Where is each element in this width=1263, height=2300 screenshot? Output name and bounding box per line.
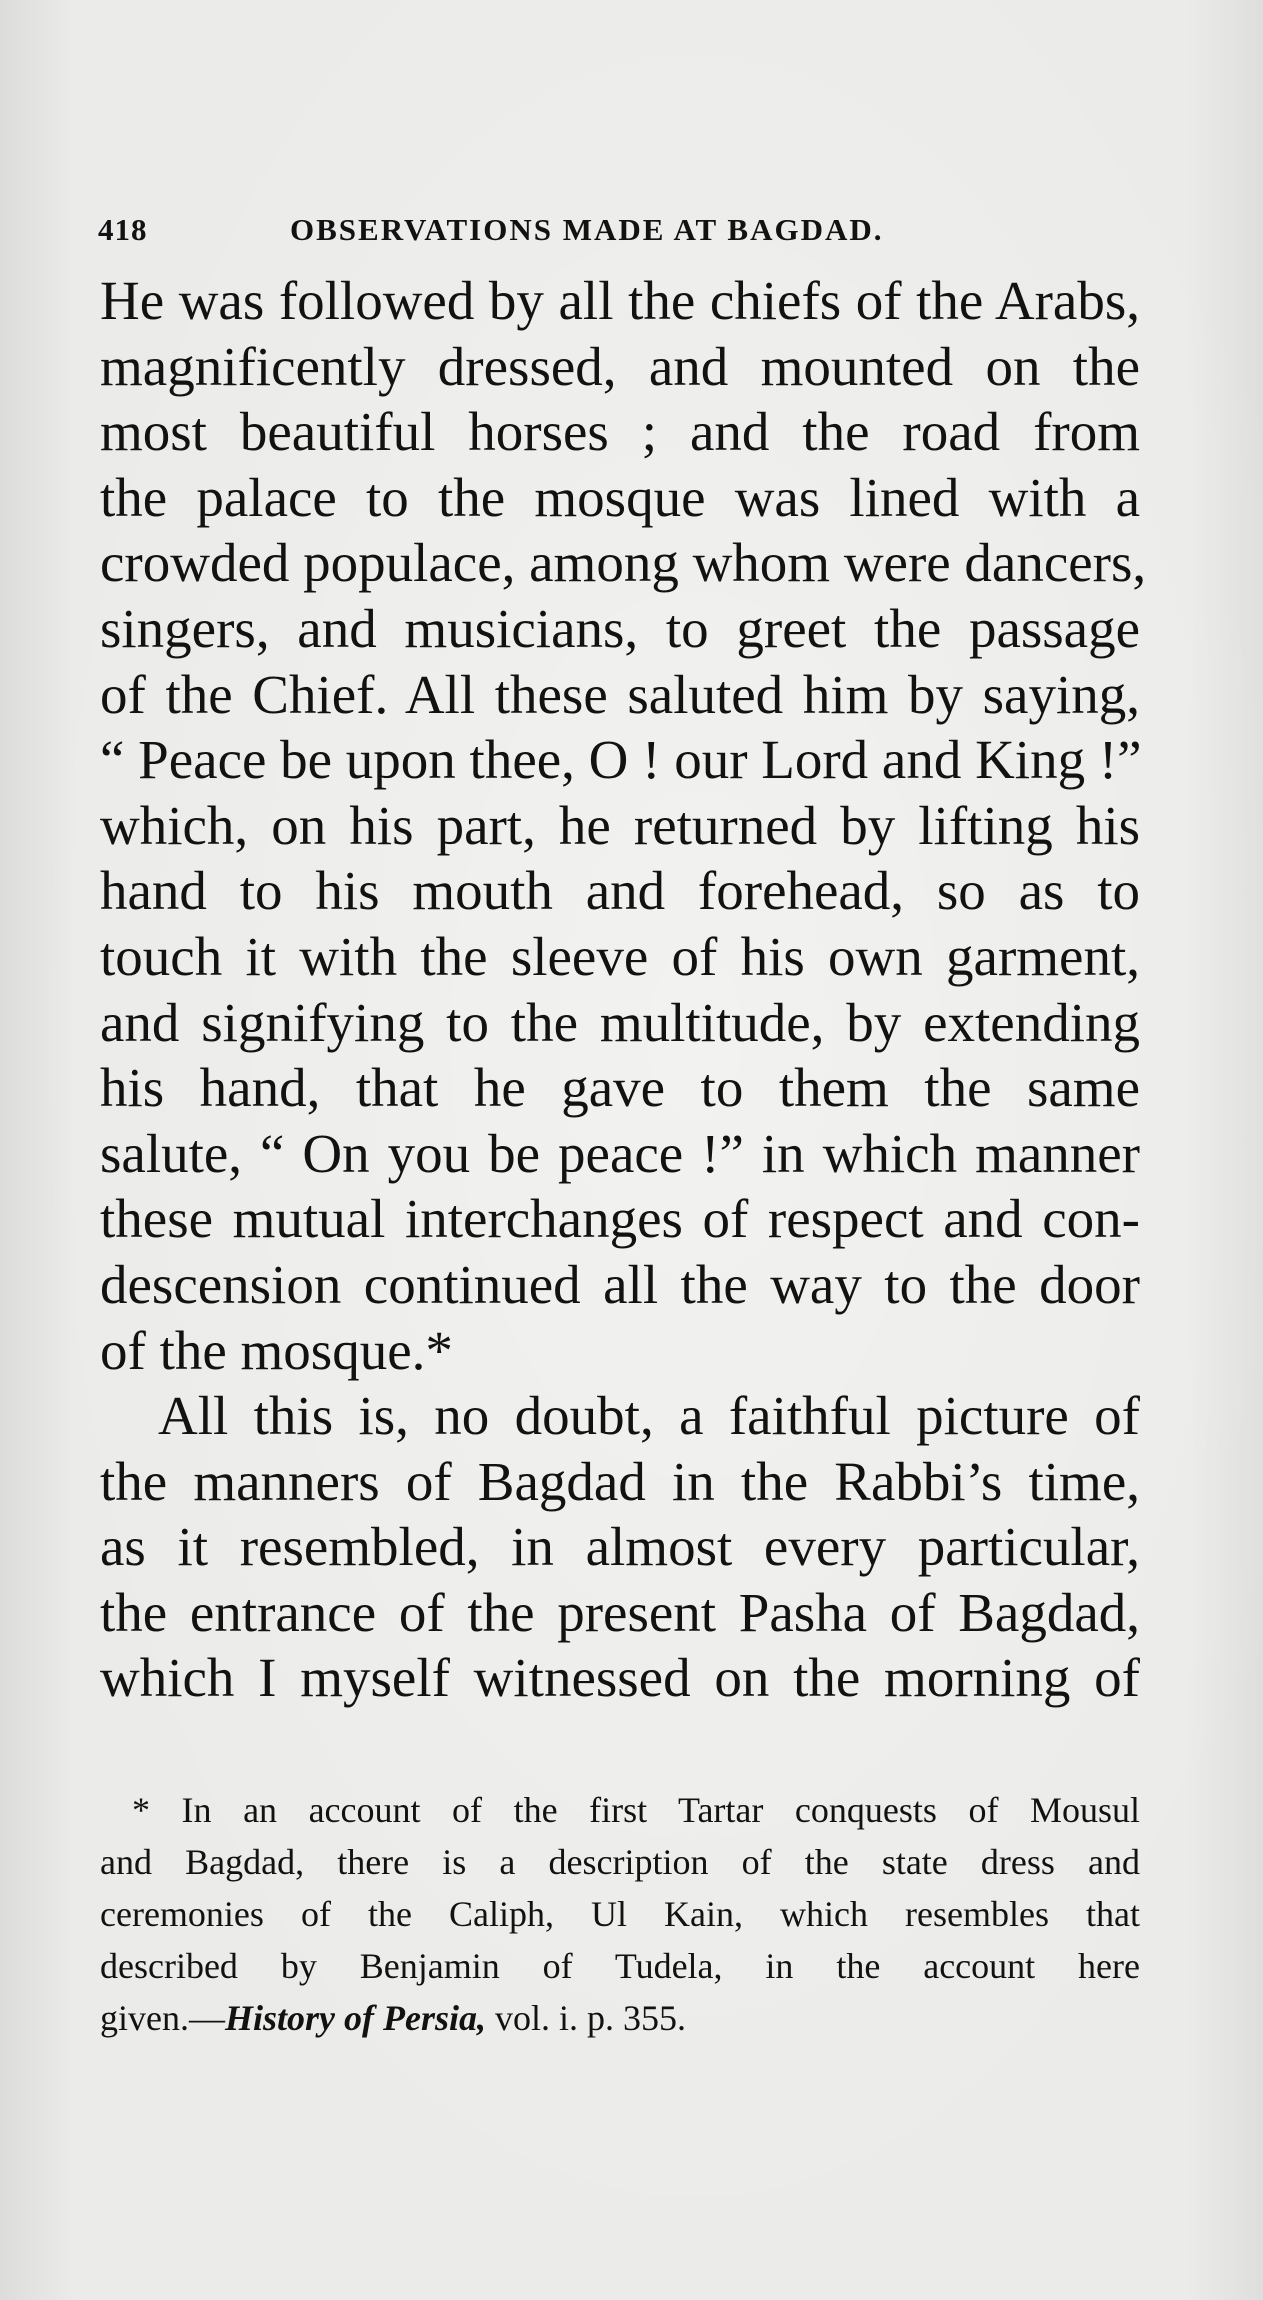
footnote-line: described by Benjamin of Tudela, in the account here xyxy=(100,1946,1140,1986)
text-line: of the mosque.* xyxy=(100,1319,453,1381)
text-line: and signifying to the multitude, by extending xyxy=(100,991,1140,1053)
paragraph-start-line: All this is, no doubt, a faithful picture of xyxy=(158,1385,1140,1447)
text-line: the entrance of the present Pasha of Bagdad, xyxy=(100,1581,1140,1643)
footnote-citation-line xyxy=(100,1992,1140,2044)
text-line: hand to his mouth and forehead, so as to xyxy=(100,860,1140,922)
page-number: 418 xyxy=(98,212,148,247)
footnote-line: and Bagdad, there is a description of the state dress and xyxy=(100,1842,1140,1882)
text-line: singers, and musicians, to greet the passage xyxy=(100,597,1140,659)
text-line: magnificently dressed, and mounted on the xyxy=(100,335,1140,397)
body-text xyxy=(100,268,1147,1711)
footnote-source-title: History of Persia, xyxy=(224,1998,486,2038)
footnote xyxy=(100,1784,1140,2044)
footnote-reference: vol. i. p. 355. xyxy=(485,1998,686,2038)
text-line: which, on his part, he returned by lifting his xyxy=(100,794,1140,856)
text-line: the manners of Bagdad in the Rabbi’s time, xyxy=(100,1450,1140,1512)
text-line: “ Peace be upon thee, O ! our Lord and King !” xyxy=(100,729,1142,791)
text-line: crowded populace, among whom were dancers, xyxy=(100,532,1147,594)
text-line: salute, “ On you be peace !” in which manner xyxy=(100,1122,1140,1184)
text-line: the palace to the mosque was lined with a xyxy=(100,466,1140,528)
text-line: most beautiful horses ; and the road from xyxy=(100,401,1140,463)
running-head-title: OBSERVATIONS MADE AT BAGDAD. xyxy=(290,212,884,247)
text-line: of the Chief. All these saluted him by saying, xyxy=(100,663,1140,725)
footnote-prefix: given.— xyxy=(100,1998,225,2038)
text-line: as it resembled, in almost every particular, xyxy=(100,1516,1140,1578)
text-line: which I myself witnessed on the morning of xyxy=(100,1647,1140,1709)
text-line: his hand, that he gave to them the same xyxy=(100,1057,1140,1119)
footnote-line: * In an account of the first Tartar conquests of Mousul xyxy=(132,1790,1140,1830)
text-line: descension continued all the way to the door xyxy=(100,1253,1140,1315)
text-line: touch it with the sleeve of his own garment, xyxy=(100,925,1140,987)
running-head xyxy=(98,212,1138,252)
text-line: these mutual interchanges of respect and con- xyxy=(100,1188,1140,1250)
text-line: He was followed by all the chiefs of the Arabs, xyxy=(100,270,1140,331)
footnote-line: ceremonies of the Caliph, Ul Kain, which resembles that xyxy=(100,1894,1140,1934)
